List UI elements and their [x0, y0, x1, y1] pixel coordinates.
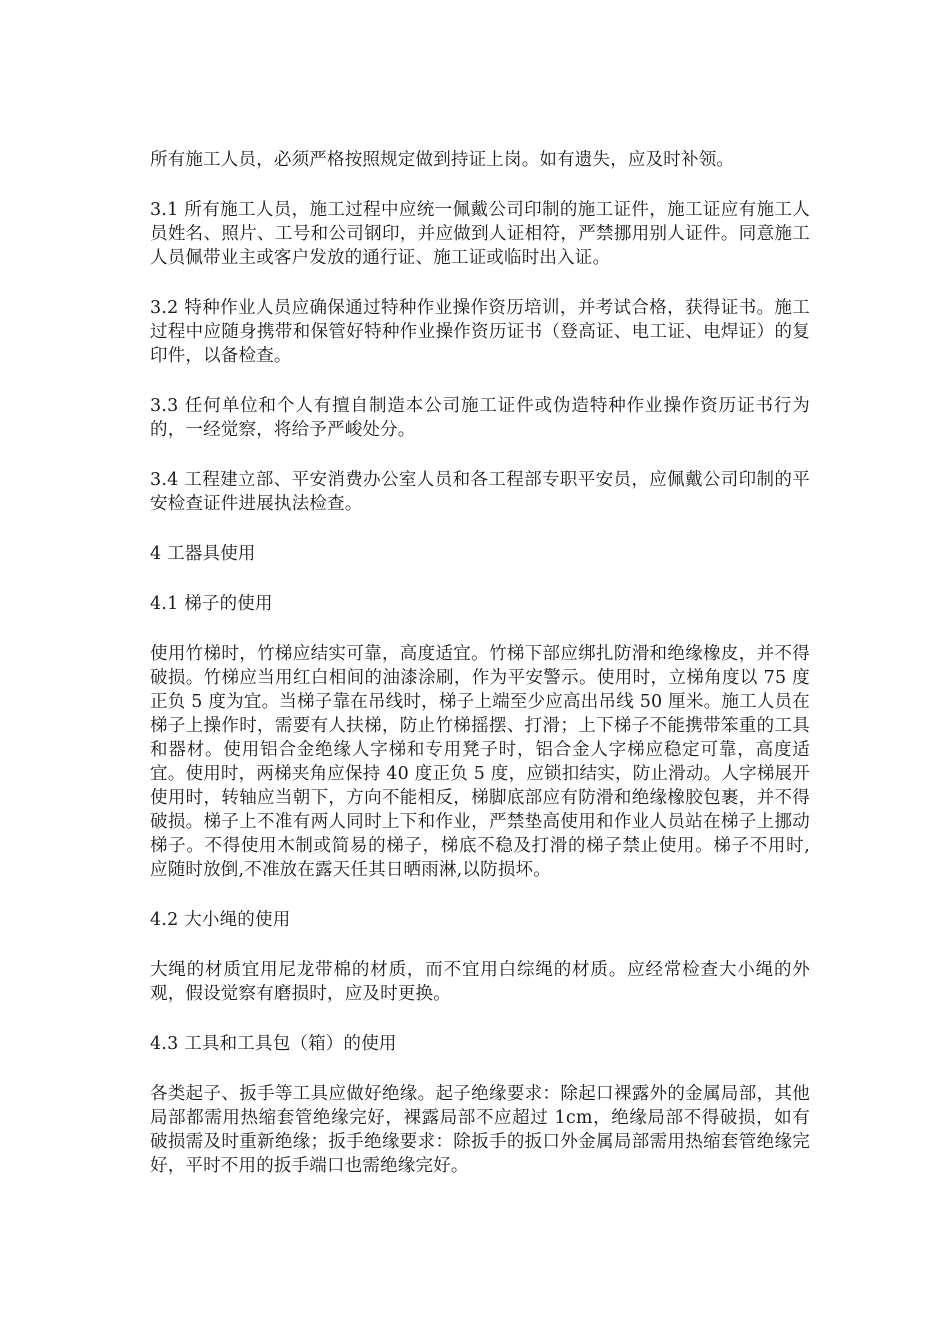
section-heading-4-3: 4.3 工具和工具包（箱）的使用 — [150, 1034, 397, 1054]
section-heading-4-1: 4.1 梯子的使用 — [150, 594, 273, 614]
paragraph-3-2: 3.2 特种作业人员应确保通过特种作业操作资历培训，并考试合格，获得证书。施工过程中应随身携带和保管好特种作业操作资历证书（登高证、电工证、电焊证）的复印件，以备检查。 — [150, 298, 810, 366]
paragraph-permit-requirement: 所有施工人员，必须严格按照规定做到持证上岗。如有遗失，应及时补领。 — [150, 150, 735, 170]
paragraph-3-1: 3.1 所有施工人员，施工过程中应统一佩戴公司印制的施工证件，施工证应有施工人员姓名、照片、工号和公司钢印，并应做到人证相符，严禁挪用别人证件。同意施工人员佩带业主或客户发放的通行证、施工证或临时出入证。 — [150, 200, 810, 268]
section-heading-4: 4 工器具使用 — [150, 544, 256, 564]
paragraph-rope-usage: 大绳的材质宜用尼龙带棉的材质，而不宜用白综绳的材质。应经常检查大小绳的外观，假设觉察有磨损时，应及时更换。 — [150, 960, 810, 1004]
paragraph-ladder-usage: 使用竹梯时，竹梯应结实可靠，高度适宜。竹梯下部应绑扎防滑和绝缘橡皮，并不得破损。竹梯应当用红白相间的油漆涂刷，作为平安警示。使用时，立梯角度以 75 度正负 5 度为宜。当梯子靠在吊线时，梯子上端至少应高出吊线 50 厘米。施工人员在梯子上操作时，需要有人扶梯，防止竹梯摇摆、打滑；上下梯子不能携带笨重的工具和器材。使用铝合金绝缘人字梯和专用凳子时，铝合金人字梯应稳定可靠，高度适宜。使用时，两梯夹角应保持 40 度正负 5 度，应锁扣结实，防止滑动。人字梯展开使用时，转轴应当朝下，方向不能相反，梯脚底部应有防滑和绝缘橡胶包裹，并不得破损。梯子上不准有两人同时上下和作业，严禁垫高使用和作业人员站在梯子上挪动梯子。不得使用木制或简易的梯子，梯底不稳及打滑的梯子禁止使用。梯子不用时,应随时放倒,不准放在露天任其日晒雨淋,以防损坏。 — [150, 644, 810, 880]
document-body — [150, 148, 810, 1204]
paragraph-3-4: 3.4 工程建立部、平安消费办公室人员和各工程部专职平安员，应佩戴公司印制的平安检查证件进展执法检查。 — [150, 470, 810, 514]
paragraph-tool-usage: 各类起子、扳手等工具应做好绝缘。起子绝缘要求：除起口裸露外的金属局部，其他局部都需用热缩套管绝缘完好，裸露局部不应超过 1cm，绝缘局部不得破损，如有破损需及时重新绝缘；扳手绝缘要求：除扳手的扳口外金属局部需用热缩套管绝缘完好，平时不用的扳手端口也需绝缘完好。 — [150, 1084, 810, 1176]
section-heading-4-2: 4.2 大小绳的使用 — [150, 910, 291, 930]
paragraph-3-3: 3.3 任何单位和个人有擅自制造本公司施工证件或伪造特种作业操作资历证书行为的，一经觉察，将给予严峻处分。 — [150, 396, 810, 440]
